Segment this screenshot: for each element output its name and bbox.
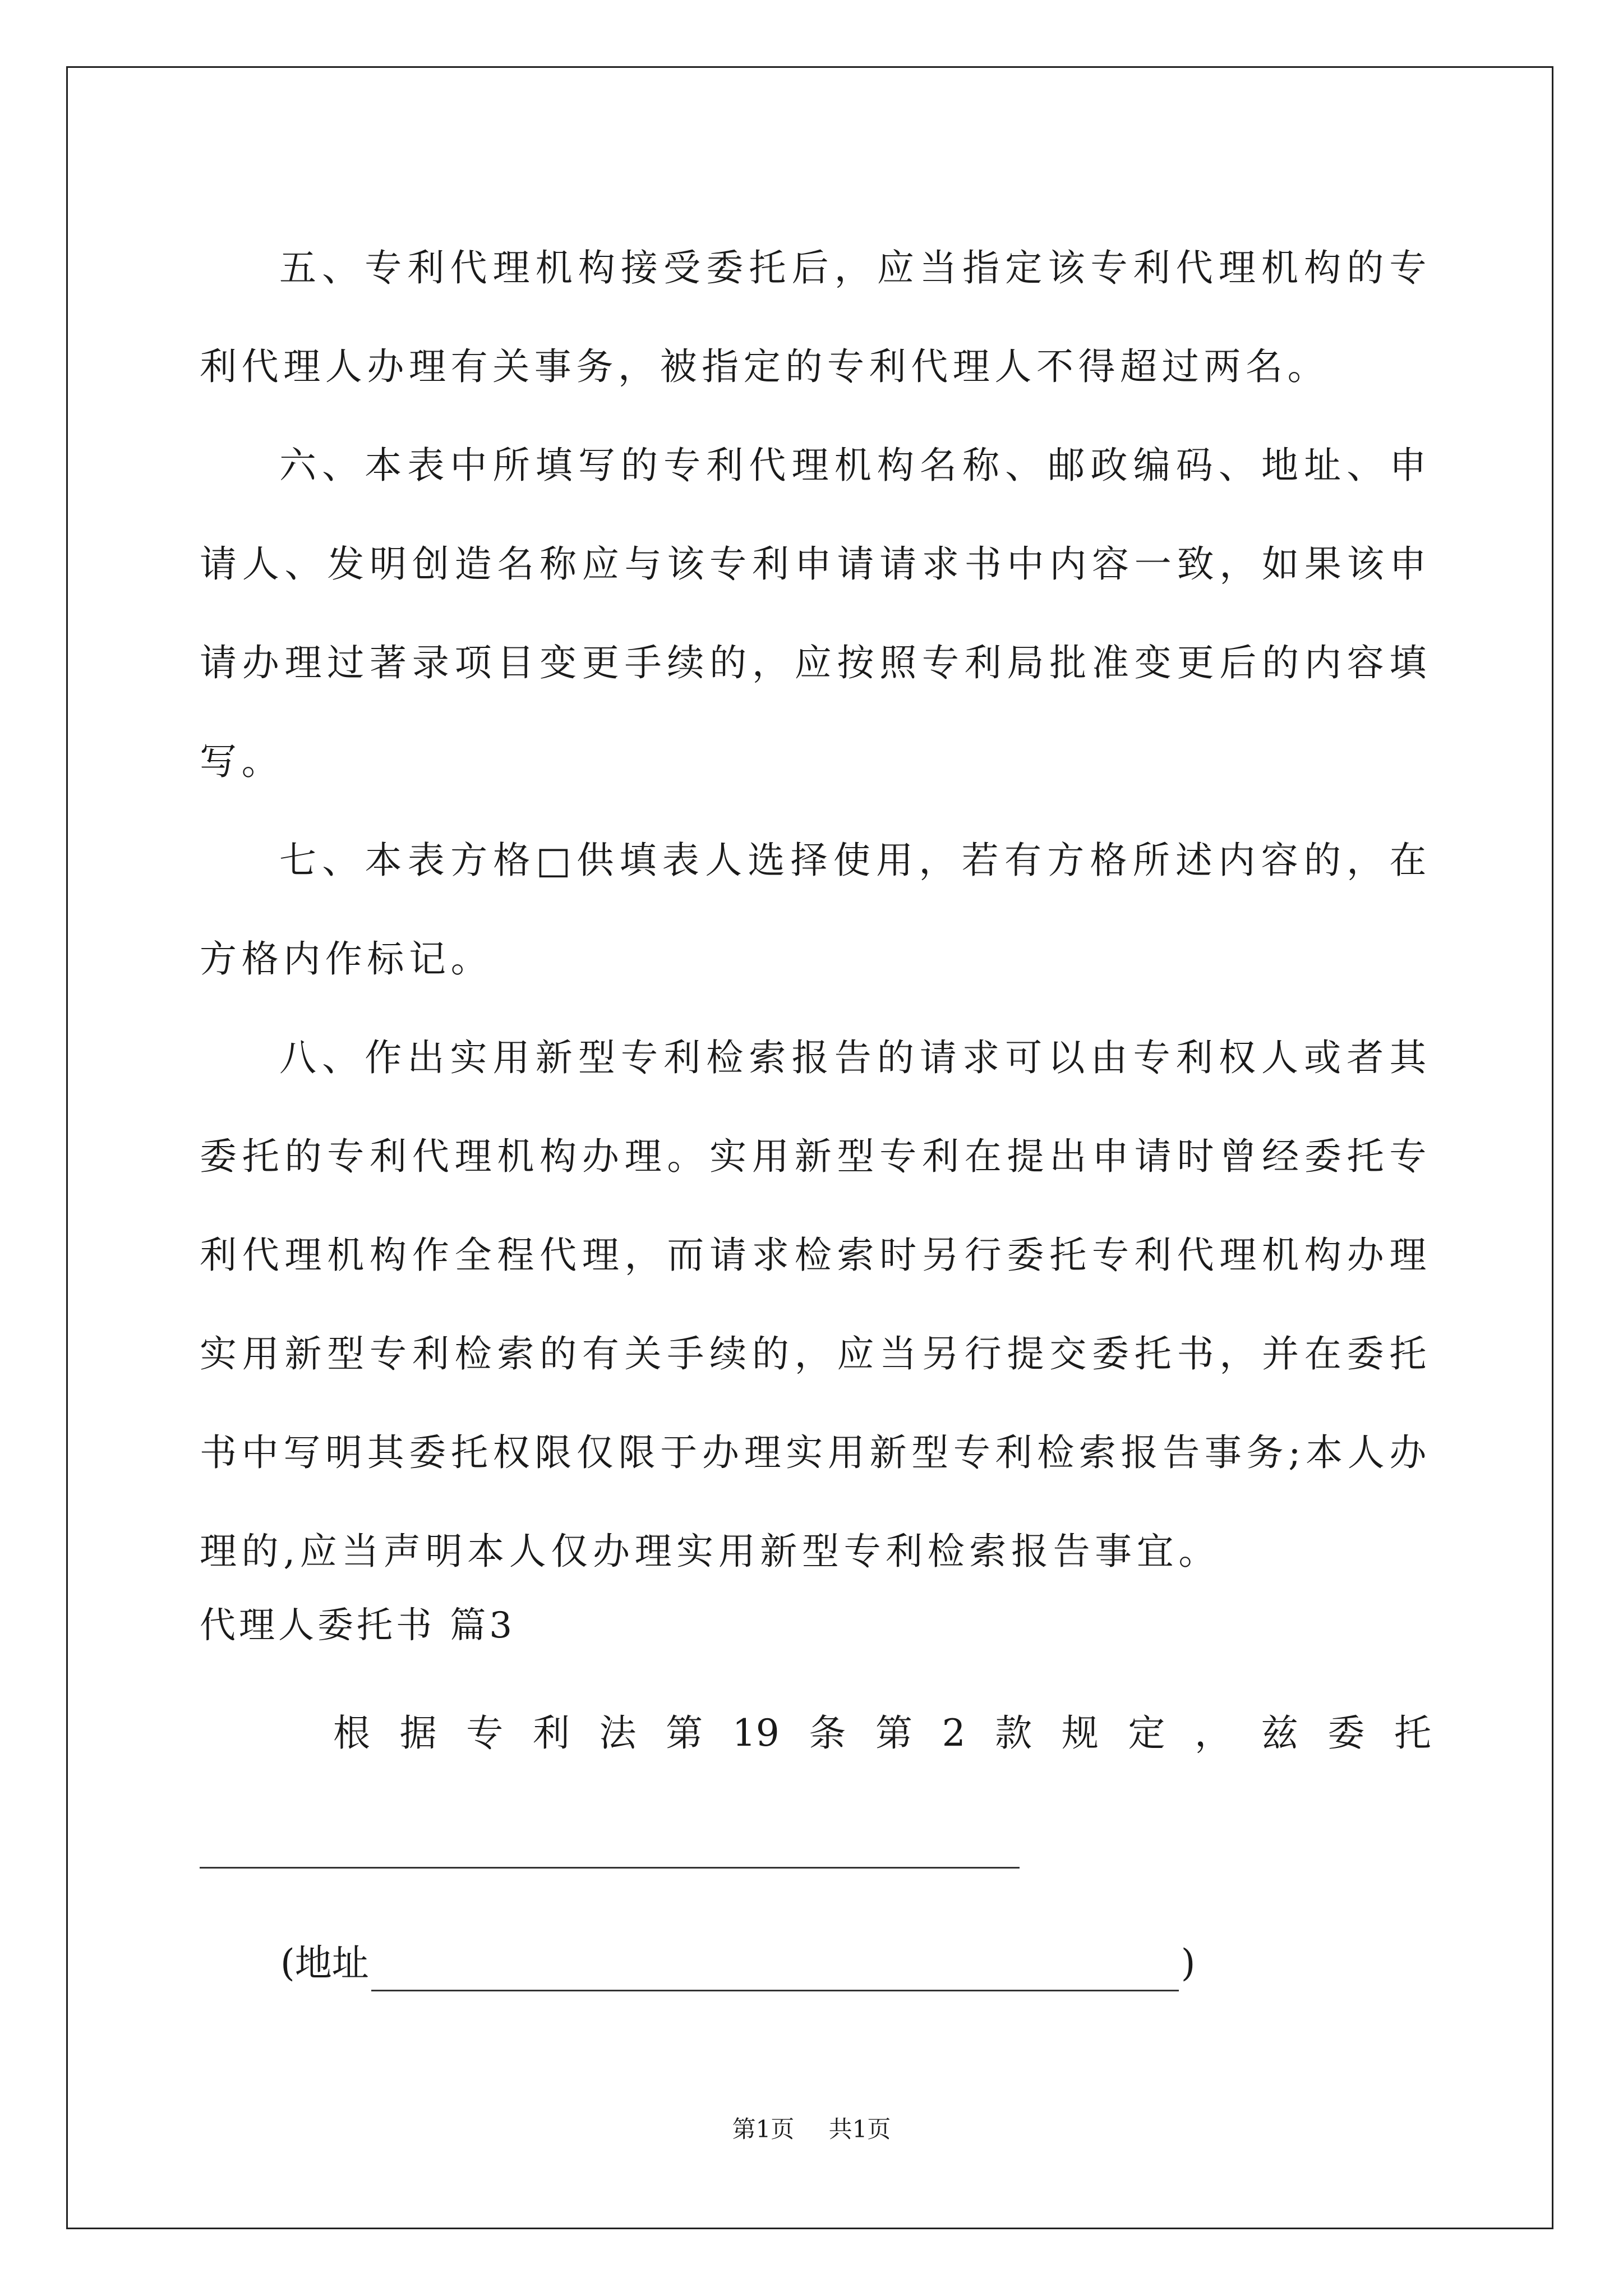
entrust-char: 根 <box>333 1711 370 1755</box>
entrust-char: 法 <box>599 1711 637 1755</box>
section-heading: 代理人委托书 篇3 <box>200 1605 516 1646</box>
paragraph-five: 五、专利代理机构接受委托后，应当指定该专利代理机构的专利代理人办理有关事务，被指定的专利代理人不得超过两名。 <box>200 246 1431 388</box>
entrust-statement <box>333 1705 1431 1761</box>
address-prefix: (地址 <box>280 1941 369 1985</box>
entrust-char: 据 <box>399 1711 437 1755</box>
entrust-char: 条 <box>809 1711 846 1755</box>
paragraph-seven: 七、本表方格□供填表人选择使用，若有方格所述内容的，在方格内作标记。 <box>200 839 1431 981</box>
entrust-char: 专 <box>466 1711 504 1755</box>
page-footer <box>0 2113 1623 2146</box>
paragraph-six: 六、本表中所填写的专利代理机构名称、邮政编码、地址、申请人、发明创造名称应与该专利申请请求书中内容一致，如果该申请办理过著录项目变更手续的，应按照专利局批准变更后的内容填写。 <box>200 444 1431 783</box>
paragraph-eight: 八、作出实用新型专利检索报告的请求可以由专利权人或者其委托的专利代理机构办理。实用新型专利在提出申请时曾经委托专利代理机构作全程代理，而请求检索时另行委托专利代理机构办理实用新型专利检索的有关手续的，应当另行提交委托书，并在委托书中写明其委托权限仅限于办理实用新型专利检索报告事务;本人办理的,应当声明本人仅办理实用新型专利检索报告事宜。 <box>200 1036 1431 1573</box>
page-current: 第1页 <box>732 2115 795 2143</box>
address-suffix: ) <box>1181 1941 1196 1985</box>
entrust-char: 定 <box>1128 1711 1165 1755</box>
entrust-char: 委 <box>1327 1711 1365 1755</box>
entrust-char: 利 <box>532 1711 570 1755</box>
agency-name-blank[interactable] <box>200 1867 1020 1869</box>
entrust-char: 19 <box>732 1711 780 1755</box>
entrust-char: ， <box>1195 1711 1232 1755</box>
address-blank[interactable] <box>371 1949 1179 1991</box>
document-body <box>200 219 1431 1601</box>
entrust-char: 规 <box>1061 1711 1099 1755</box>
entrust-char: 第 <box>875 1711 912 1755</box>
entrust-char: 第 <box>666 1711 703 1755</box>
entrust-char: 2 <box>942 1711 966 1755</box>
entrust-char: 款 <box>995 1711 1032 1755</box>
entrust-char: 兹 <box>1261 1711 1298 1755</box>
entrust-char: 托 <box>1394 1711 1431 1755</box>
address-line <box>280 1935 1196 1991</box>
page-total: 共1页 <box>828 2115 891 2143</box>
